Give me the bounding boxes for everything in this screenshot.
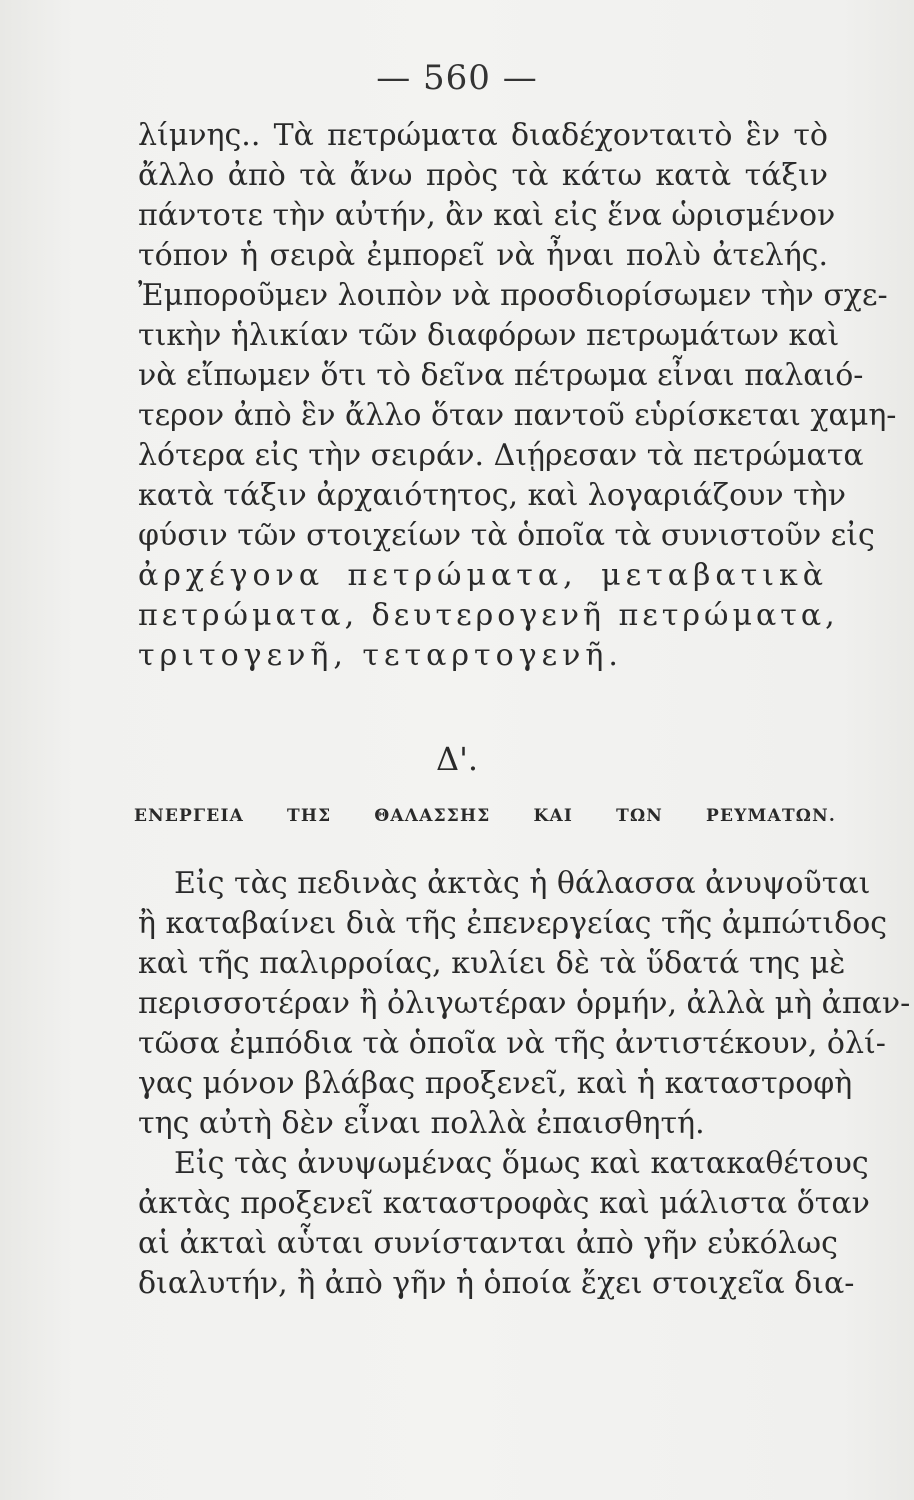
text-line: γας μόνον βλάβας προξενεῖ, καὶ ἡ καταστροφὴ: [138, 1066, 853, 1101]
text-line: ἢ καταβαίνει διὰ τῆς ἐπενεργείας τῆς ἀμπώτιδος: [138, 906, 888, 941]
text-line: τῶσα ἐμπόδια τὰ ὁποῖα νὰ τῆς ἀντιστέκουν, ὀλί-: [138, 1026, 886, 1061]
text-line: της αὐτὴ δὲν εἶναι πολλὰ ἐπαισθητή.: [138, 1106, 705, 1141]
text-line: λίμνης.. Τὰ πετρώματα διαδέχονταιτὸ ἓν τὸ: [138, 118, 828, 153]
text-line: τόπον ἡ σειρὰ ἐμπορεῖ νὰ ἦναι πολὺ ἀτελής.: [138, 238, 828, 273]
text-line: τερον ἀπὸ ἓν ἄλλο ὅταν παντοῦ εὑρίσκεται χαμη-: [138, 398, 897, 433]
text-line: Εἰς τὰς ἀνυψωμένας ὅμως καὶ κατακαθέτους: [174, 1146, 869, 1181]
text-line: περισσοτέραν ἢ ὀλιγωτέραν ὁρμήν, ἀλλὰ μὴ ἀπαν-: [138, 986, 911, 1021]
paragraph-1: [138, 116, 897, 676]
text-line: πετρώματα, δευτερογενῆ πετρώματα,: [138, 598, 839, 633]
text-line: ἀκτὰς προξενεῖ καταστροφὰς καὶ μάλιστα ὅταν: [138, 1186, 870, 1221]
text-line: τριτογενῆ, τεταρτογενῆ.: [138, 638, 623, 673]
text-line: διαλυτήν, ἢ ἀπὸ γῆν ἡ ὁποία ἔχει στοιχεῖα δια-: [138, 1266, 855, 1301]
page-number: — 560 —: [376, 58, 538, 98]
text-line: ἀρχέγονα πετρώματα, μεταβατικὰ: [138, 558, 828, 593]
section-letter: Δ'.: [435, 740, 479, 778]
paragraph-2: [138, 864, 911, 1304]
text-line: Εἰς τὰς πεδινὰς ἀκτὰς ἡ θάλασσα ἀνυψοῦται: [174, 866, 871, 901]
text-line: αἱ ἀκταὶ αὗται συνίστανται ἀπὸ γῆν εὐκόλως: [138, 1226, 838, 1261]
text-line: πάντοτε τὴν αὐτήν, ἂν καὶ εἰς ἕνα ὡρισμένον: [138, 198, 836, 233]
text-line: φύσιν τῶν στοιχείων τὰ ὁποῖα τὰ συνιστοῦν εἰς: [138, 518, 875, 553]
text-line: νὰ εἴπωμεν ὅτι τὸ δεῖνα πέτρωμα εἶναι παλαιό-: [138, 358, 864, 393]
text-line: ἄλλο ἀπὸ τὰ ἄνω πρὸς τὰ κάτω κατὰ τάξιν: [138, 158, 828, 193]
text-line: καὶ τῆς παλιρροίας, κυλίει δὲ τὰ ὕδατά της μὲ: [138, 946, 846, 981]
text-line: Ἐμποροῦμεν λοιπὸν νὰ προσδιορίσωμεν τὴν σχε-: [138, 278, 888, 313]
text-line: λότερα εἰς τὴν σειράν. Διῄρεσαν τὰ πετρώματα: [138, 438, 864, 473]
text-line: κατὰ τάξιν ἀρχαιότητος, καὶ λογαριάζουν τὴν: [138, 478, 846, 513]
text-line: τικὴν ἡλικίαν τῶν διαφόρων πετρωμάτων καὶ: [138, 318, 840, 353]
section-title: ΕΝΕΡΓΕΙΑ ΤΗΣ ΘΑΛΑΣΣΗΣ ΚΑΙ ΤΩΝ ΡΕΥΜΑΤΩΝ.: [134, 806, 836, 826]
